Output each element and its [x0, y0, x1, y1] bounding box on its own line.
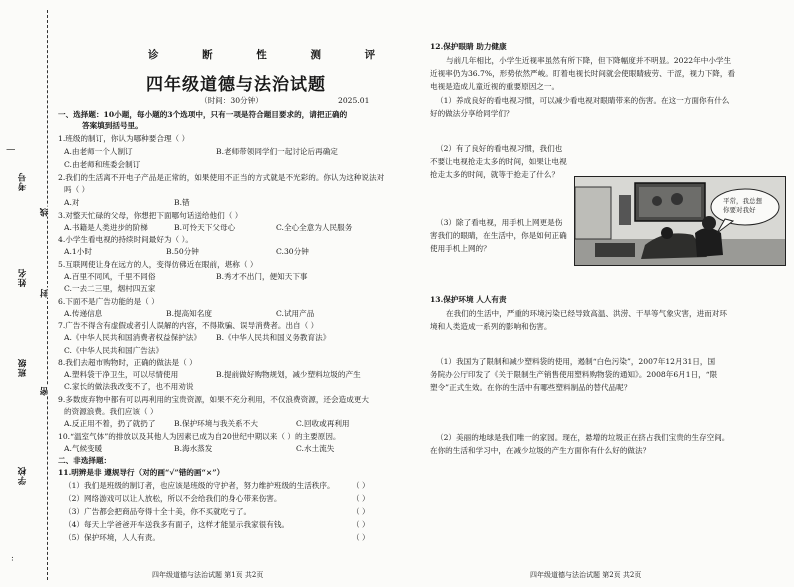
page-title: 四年级道德与法治试题 — [146, 75, 326, 95]
q11-item-4: （4）每天上学爸爸开车送我多有面子，这样才能显示我家很有钱。 — [64, 520, 290, 529]
q13-sub2-line1: （2）美丽的地球是我们唯一的家园。现在，悬增的垃圾正在挤占我们宝贵的生存空间。 — [436, 433, 730, 442]
q3-option-a: A.书籍是人类进步的阶梯 — [64, 223, 148, 232]
mark-seal: 封 — [40, 288, 50, 298]
question-8: 8.我们去超市购物时，正确的做法是（ ） — [58, 358, 197, 367]
q3-option-c: C.全心全意为人民服务 — [276, 223, 353, 232]
q4-option-c: C.30分钟 — [276, 247, 309, 256]
question-10: 10.“温室气体”的排放以及其他人为因素已成为自20世纪中期以来（ ）的主要原因。 — [58, 432, 341, 441]
q1-option-a: A.由老师一个人制订 — [64, 147, 133, 156]
question-12: 12.保护眼睛 助力健康 — [430, 42, 507, 51]
q13-sub1-line1: （1）我国为了限制和减少塑料袋的使用，遏制“白色污染”，2007年12月31日，国 — [436, 357, 716, 366]
q12-sub1-line2: 好的做法分享给同学们？ — [430, 109, 514, 118]
q8-option-a: A.塑料袋干净卫生，可以尽情使用 — [64, 370, 179, 379]
q11-item-5: （5）保护环境，人人有责。 — [64, 533, 160, 542]
outside-mark-1: | — [6, 148, 15, 151]
q12-sub2-line2: 不要让电视抢走太多的时间，如果让电视 — [430, 157, 567, 166]
name-label: 姓名 — [18, 268, 28, 287]
speech-bubble-line2: 你要对我好 — [723, 206, 756, 214]
q8-option-c: C.家长的做法我改变不了，也不用劝说 — [64, 382, 194, 391]
q8-option-b: B.提前做好购物规划，减少塑料垃圾的产生 — [216, 370, 361, 379]
q13-intro-2: 境和人类造成一系列的影响和伤害。 — [430, 322, 552, 331]
q12-sub2-line1: （2）有了良好的看电视习惯，我们也 — [436, 144, 563, 153]
q11-item-2: （2）网络游戏可以让人放松，所以不会给我们的身心带来伤害。 — [64, 494, 282, 503]
q12-sub3-line3: 使用手机上网的？ — [430, 244, 491, 253]
question-2-cont: 吗（ ） — [64, 185, 90, 194]
q3-option-b: B.可怜天下父母心 — [174, 223, 236, 232]
q2-option-a: A.对 — [64, 198, 80, 207]
q11-answer-5[interactable]: （ ） — [352, 533, 370, 542]
speech-bubble-line1: 平常，我总想 — [723, 197, 762, 205]
outside-mark-2: ‥ — [6, 556, 15, 562]
footer-left: 四年级道德与法治试题 第1页 共2页 — [152, 571, 264, 579]
q13-sub1-line2: 务院办公厅印发了《关于限制生产销售使用塑料购物袋的通知》。2008年6月1日，“限 — [430, 370, 718, 379]
q10-option-b: B.海水蒸发 — [174, 444, 213, 453]
section2-heading: 二、非选择题： — [58, 456, 112, 465]
q5-option-a: A.百里不同风，千里不同俗 — [64, 272, 156, 281]
q12-intro-2: 近视率仍为36.7%，形势依然严峻。盯着电视长时间就会使眼睛疲劳、干涩，视力下降，看 — [430, 69, 736, 78]
q9-option-b: B.保护环境与我关系不大 — [174, 419, 258, 428]
q12-sub3-line2: 害我们的眼睛，在生活中，你是如何正确 — [430, 231, 567, 240]
question-4: 4.小学生看电视的持续时间最好为（ ）。 — [58, 235, 193, 244]
footer-right: 四年级道德与法治试题 第2页 共2页 — [530, 571, 642, 579]
q12-sub3-line1: （3）除了看电视，用手机上网更是伤 — [436, 218, 563, 227]
question-1: 1.班级的制订，你认为哪种要合理（ ） — [58, 134, 190, 143]
exam-date: 2025.01 — [338, 96, 370, 105]
q5-option-c: C.一去二三里，烟村四五家 — [64, 284, 156, 293]
q6-option-b: B.提高知名度 — [166, 309, 212, 318]
tv-family-illustration — [574, 176, 786, 266]
question-9: 9.多数废弃物中都有可以再利用的宝贵资源，如果不充分利用，不仅浪费资源，还会造成更大 — [58, 395, 369, 404]
q11-answer-2[interactable]: （ ） — [352, 494, 370, 503]
question-2: 2.我们的生活离不开电子产品是正常的，如果使用不正当的方式就是不光彩的。你认为这种说法对 — [58, 173, 385, 182]
q11-answer-3[interactable]: （ ） — [352, 507, 370, 516]
mark-line: 线 — [40, 207, 50, 217]
q7-option-c: C.《中华人民共和国广告法》 — [64, 346, 164, 355]
q6-option-a: A.传递信息 — [64, 309, 103, 318]
question-3: 3.对整天忙碌的父母，你想把下面哪句话送给他们（ ） — [58, 211, 243, 220]
q6-option-c: C.试用产品 — [276, 309, 315, 318]
q2-option-b: B.错 — [174, 198, 190, 207]
subtitle: 诊 断 性 测 评 — [148, 49, 396, 61]
question-13: 13.保护环境 人人有责 — [430, 295, 507, 304]
q4-option-b: B.50分钟 — [166, 247, 199, 256]
q12-intro-1: 与前几年相比，小学生近视率虽然有所下降，但下降幅度并不明显。2022年中小学生 — [446, 56, 732, 65]
q1-option-c: C.由老师和班委会制订 — [64, 160, 141, 169]
exam-no-label: 考号 — [18, 172, 28, 191]
section1-heading: 一、选择题：10小题，每小题的3个选项中，只有一项是符合题目要求的，请把正确的 — [58, 110, 348, 119]
school-label: 学校 — [18, 466, 28, 485]
q11-item-3: （3）广告都会把商品夸得十全十美，你不买就吃亏了。 — [64, 507, 252, 516]
question-6: 6.下面不是广告功能的是（ ） — [58, 297, 159, 306]
mark-secret: 密 — [40, 386, 50, 396]
q5-option-b: B.秀才不出门，便知天下事 — [216, 272, 308, 281]
question-9-cont: 的资源浪费。我们应该（ ） — [64, 407, 158, 416]
q10-option-c: C.水土流失 — [296, 444, 335, 453]
question-7: 7.广告不得含有虚假或者引人误解的内容，不得欺骗、误导消费者。出自（ ） — [58, 321, 319, 330]
q4-option-a: A.1小时 — [64, 247, 92, 256]
q13-sub1-line3: 塑令”正式生效。在你的生活中有哪些塑料制品的替代品呢？ — [430, 383, 632, 392]
q7-option-b: B.《中华人民共和国义务教育法》 — [216, 333, 331, 342]
question-11: 11.明辨是非 遵规导行（对的画“√”错的画“×”） — [58, 468, 225, 477]
q13-sub2-line2: 在你的生活和学习中，在减少垃圾的产生方面你有什么好的做法？ — [430, 446, 651, 455]
q11-answer-4[interactable]: （ ） — [352, 520, 370, 529]
q13-intro-1: 在我们的生活中，严重的环境污染已经导致高温、洪涝、干旱等气象灾害，进而对环 — [446, 309, 727, 318]
q1-option-b: B.老师带领同学们一起讨论后再确定 — [216, 147, 338, 156]
q7-option-a: A.《中华人民共和国消费者权益保护法》 — [64, 333, 201, 342]
question-5: 5.互联网使让身在远方的人，变得仿佛近在眼前，堪称（ ） — [58, 260, 258, 269]
q10-option-a: A.气候变暖 — [64, 444, 103, 453]
q11-answer-1[interactable]: （ ） — [352, 481, 370, 490]
class-label: 班级 — [18, 358, 28, 377]
q9-option-a: A.反正用不着，扔了就扔了 — [64, 419, 156, 428]
q12-sub2-line3: 抢走太多的时间，就等于抢走了什么？ — [430, 170, 560, 179]
q9-option-c: C.回收或再利用 — [296, 419, 350, 428]
q11-item-1: （1）我们是班级的制订者，也应该是班级的守护者，努力维护班级的生活秩序。 — [64, 481, 335, 490]
q12-intro-3: 电视是造成儿童近视的重要原因之一。 — [430, 82, 560, 91]
time-limit: （时间：30分钟） — [200, 96, 263, 105]
q12-sub1-line1: （1）养成良好的看电视习惯，可以减少看电视对眼睛带来的伤害。在这一方面你有什么 — [436, 96, 730, 105]
section1-heading-2: 答案填到括号里。 — [82, 121, 143, 130]
